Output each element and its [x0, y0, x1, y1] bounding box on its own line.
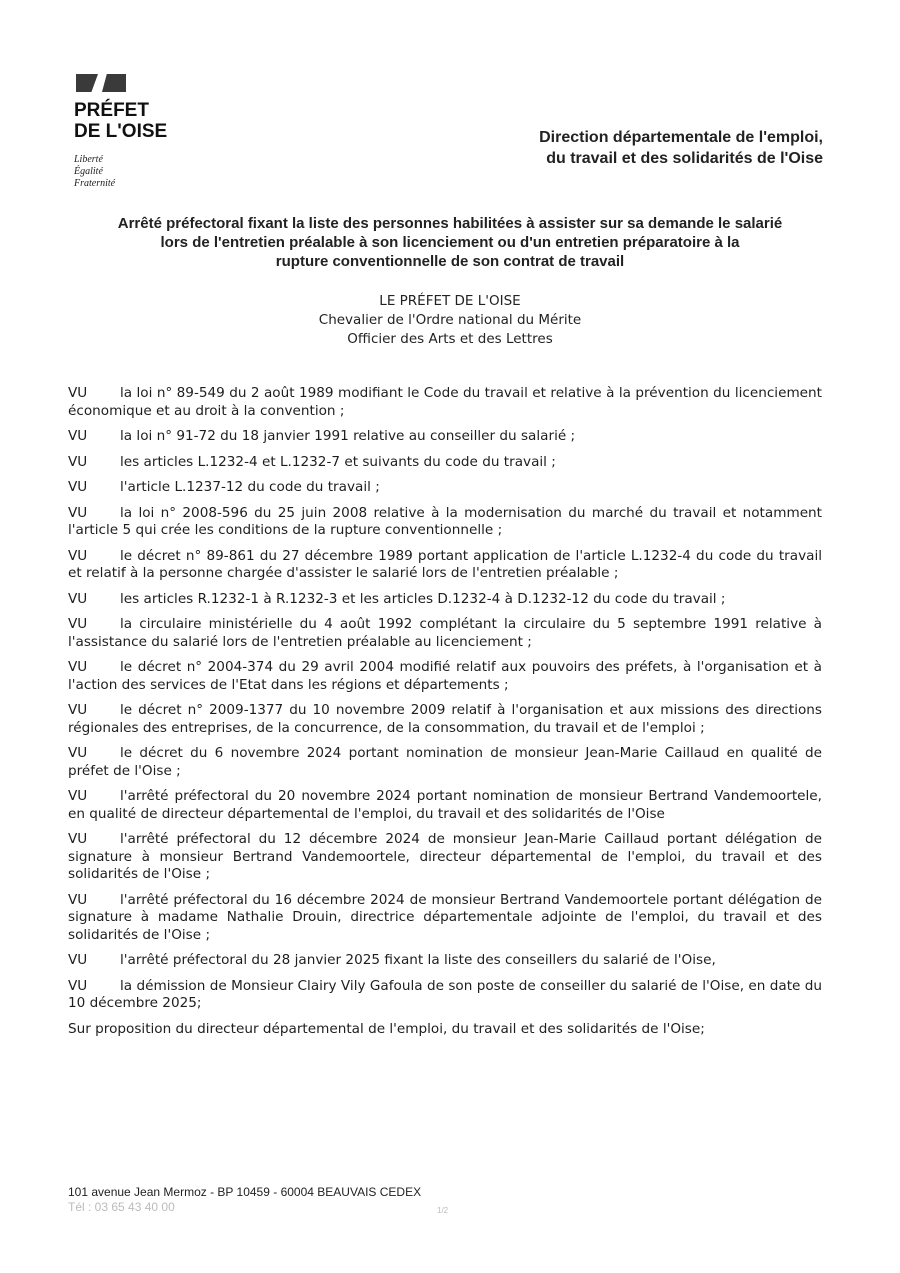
considerant-item: VU la loi n° 89-549 du 2 août 1989 modifiant le Code du travail et relative à la prévention du licenciement économique et au droit à la convention ;: [68, 385, 822, 419]
considerant-item: VU les articles R.1232-1 à R.1232-3 et les articles D.1232-4 à D.1232-12 du code du travail ;: [68, 590, 726, 607]
considerant-item: VU la loi n° 2008-596 du 25 juin 2008 relative à la modernisation du marché du travail et notamment l'article 5 qui crée les conditions de la rupture conventionnelle ;: [68, 504, 822, 538]
prefet-titles: LE PRÉFET DE L'OISE Chevalier de l'Ordre national du Mérite Officier des Arts et des Lettres: [318, 293, 582, 347]
considerant-item: VU l'article L.1237-12 du code du travail ;: [68, 479, 380, 495]
footer-address: 101 avenue Jean Mermoz - BP 10459 - 60004 BEAUVAIS CEDEX Tél : 03 65 43 40 00: [68, 1185, 422, 1214]
marianne-flag-icon: [76, 74, 167, 92]
republic-motto: Liberté Égalité Fraternité: [74, 154, 116, 189]
proposition-line: Sur proposition du directeur départemental de l'emploi, du travail et des solidarités de l'Oise;: [68, 1020, 705, 1037]
footer-phone: Tél : 03 65 43 40 00: [68, 1200, 175, 1214]
considerant-item: VU les articles L.1232-4 et L.1232-7 et suivants du code du travail ;: [68, 453, 556, 470]
considerant-item: VU le décret n° 2004-374 du 29 avril 2004 modifié relatif aux pouvoirs des préfets, à l'organisation et à l'action des services de l'Etat dans les régions et départements ;: [68, 659, 822, 693]
considerant-item: VU le décret n° 89-861 du 27 décembre 1989 portant application de l'article L.1232-4 du code du travail et relatif à la personne chargée d'assister le salarié lors de l'entretien préalable ;: [68, 547, 822, 581]
arrete-title: Arrêté préfectoral fixant la liste des personnes habilitées à assister sur sa demande le salarié lors de l'entretien préalable à son licenciement ou d'un entretien préparatoire à la rupture conventionnelle de son contrat de travail: [117, 215, 783, 270]
direction-heading: Direction départementale de l'emploi, du travail et des solidarités de l'Oise: [539, 129, 823, 167]
considerant-item: VU le décret n° 2009-1377 du 10 novembre 2009 relatif à l'organisation et aux missions des directions régionales des entreprises, de la concurrence, de la consommation, du travail et de l'emploi ;: [68, 702, 822, 736]
considerant-item: VU l'arrêté préfectoral du 12 décembre 2024 de monsieur Jean-Marie Caillaud portant délégation de signature à monsieur Bertrand Vandemoortele, directeur départemental de l'emploi, du travail et des solidarités de l'Oise ;: [68, 831, 822, 882]
considerant-item: VU l'arrêté préfectoral du 20 novembre 2024 portant nomination de monsieur Bertrand Vandemoortele, en qualité de directeur départemental de l'emploi, du travail et des solidarités de l'Oise: [68, 788, 822, 822]
considerant-item: VU l'arrêté préfectoral du 28 janvier 2025 fixant la liste des conseillers du salarié de l'Oise,: [68, 952, 716, 968]
considerant-item: VU la démission de Monsieur Clairy Vily Gafoula de son poste de conseiller du salarié de l'Oise, en date du 10 décembre 2025;: [68, 977, 822, 1011]
considerant-item: VU le décret du 6 novembre 2024 portant nomination de monsieur Jean-Marie Caillaud en qualité de préfet de l'Oise ;: [68, 745, 822, 779]
considerant-item: VU la loi n° 91-72 du 18 janvier 1991 relative au conseiller du salarié ;: [68, 428, 576, 444]
considerant-item: VU l'arrêté préfectoral du 16 décembre 2024 de monsieur Bertrand Vandemoortele portant délégation de signature à madame Nathalie Drouin, directrice départementale adjointe de l'emploi, du travail et des solidarités de l'Oise ;: [68, 891, 822, 943]
prefet-name: PRÉFET DE L'OISE: [74, 100, 168, 142]
prefecture-logo: [74, 74, 167, 190]
considerant-item: VU la circulaire ministérielle du 4 août 1992 complétant la circulaire du 5 septembre 1991 relative à l'assistance du salarié lors de l'entretien préalable au licenciement ;: [68, 616, 822, 650]
considerants-list: [68, 385, 822, 1038]
page-number: 1/2: [437, 1206, 449, 1215]
